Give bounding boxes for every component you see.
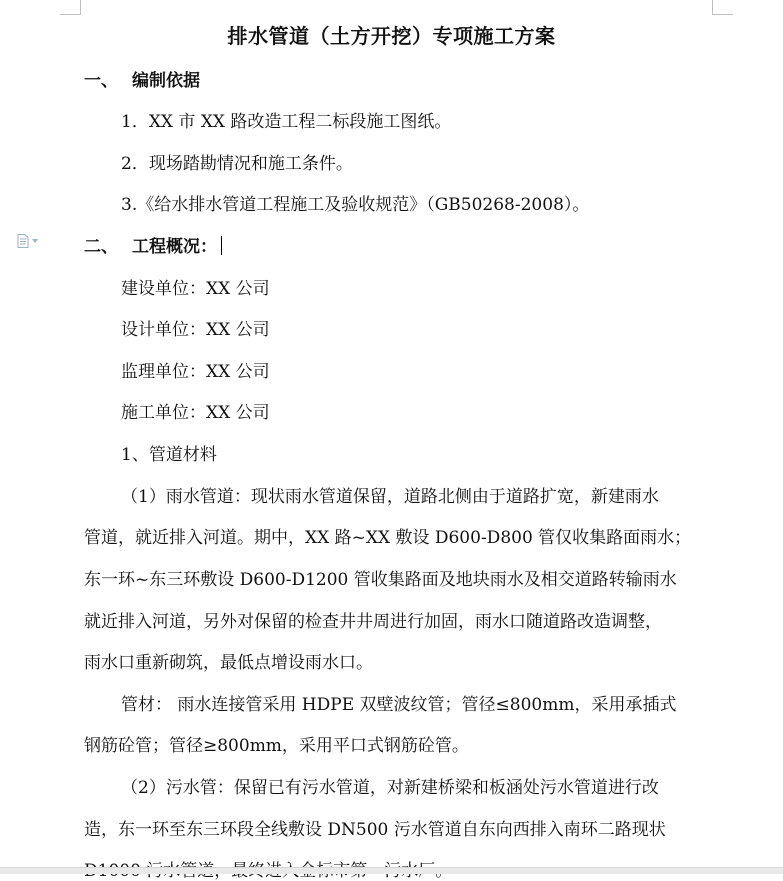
basis-item: 1．XX 市 XX 路改造工程二标段施工图纸。 xyxy=(121,112,452,132)
text-cursor xyxy=(221,236,222,255)
dropdown-arrow-icon xyxy=(32,239,38,243)
page-corner-top-right xyxy=(712,0,733,15)
document-title: 排水管道（土方开挖）专项施工方案 xyxy=(227,24,556,48)
section-heading-2[interactable] xyxy=(84,232,222,257)
unit-line: 建设单位：XX 公司 xyxy=(121,279,270,299)
body-line: 钢筋砼管；管径≥800mm，采用平口式钢筋砼管。 xyxy=(84,736,469,756)
body-line: 管材： 雨水连接管采用 HDPE 双壁波纹管；管径≤800mm，采用承插式 xyxy=(121,695,677,715)
body-line: 雨水口重新砌筑，最低点增设雨水口。 xyxy=(84,653,373,673)
unit-line: 施工单位：XX 公司 xyxy=(121,403,270,423)
basis-item: 2．现场踏勘情况和施工条件。 xyxy=(121,154,353,174)
body-line: 管道，就近排入河道。期中，XX 路~XX 敷设 D600-D800 管仅收集路面雨水； xyxy=(84,528,692,548)
document-icon xyxy=(17,234,29,248)
body-line: 就近排入河道，另外对保留的检查井井周进行加固，雨水口随道路改造调整， xyxy=(84,612,662,632)
page-bottom-edge xyxy=(0,867,783,874)
section-number: 一、 xyxy=(84,71,118,91)
section-title: 工程概况： xyxy=(132,237,217,257)
section-number: 二、 xyxy=(84,237,118,257)
section-heading-1 xyxy=(84,66,200,91)
subheading: 1、管道材料 xyxy=(121,445,217,465)
body-line: （2）污水管：保留已有污水管道，对新建桥梁和板涵处污水管道进行改 xyxy=(121,778,659,798)
section-title: 编制依据 xyxy=(132,71,200,91)
unit-line: 监理单位：XX 公司 xyxy=(121,362,270,382)
basis-item: 3.《给水排水管道工程施工及验收规范》（GB50268-2008）。 xyxy=(121,195,590,215)
paragraph-options[interactable] xyxy=(17,234,41,248)
body-line: 东一环~东三环敷设 D600-D1200 管收集路面及地块雨水及相交道路转输雨水 xyxy=(84,570,677,590)
body-line: 造，东一环至东三环段全线敷设 DN500 污水管道自东向西排入南环二路现状 xyxy=(84,820,666,840)
body-line: （1）雨水管道：现状雨水管道保留，道路北侧由于道路扩宽，新建雨水 xyxy=(121,487,659,507)
page-corner-top-left xyxy=(60,0,81,15)
unit-line: 设计单位：XX 公司 xyxy=(121,320,270,340)
